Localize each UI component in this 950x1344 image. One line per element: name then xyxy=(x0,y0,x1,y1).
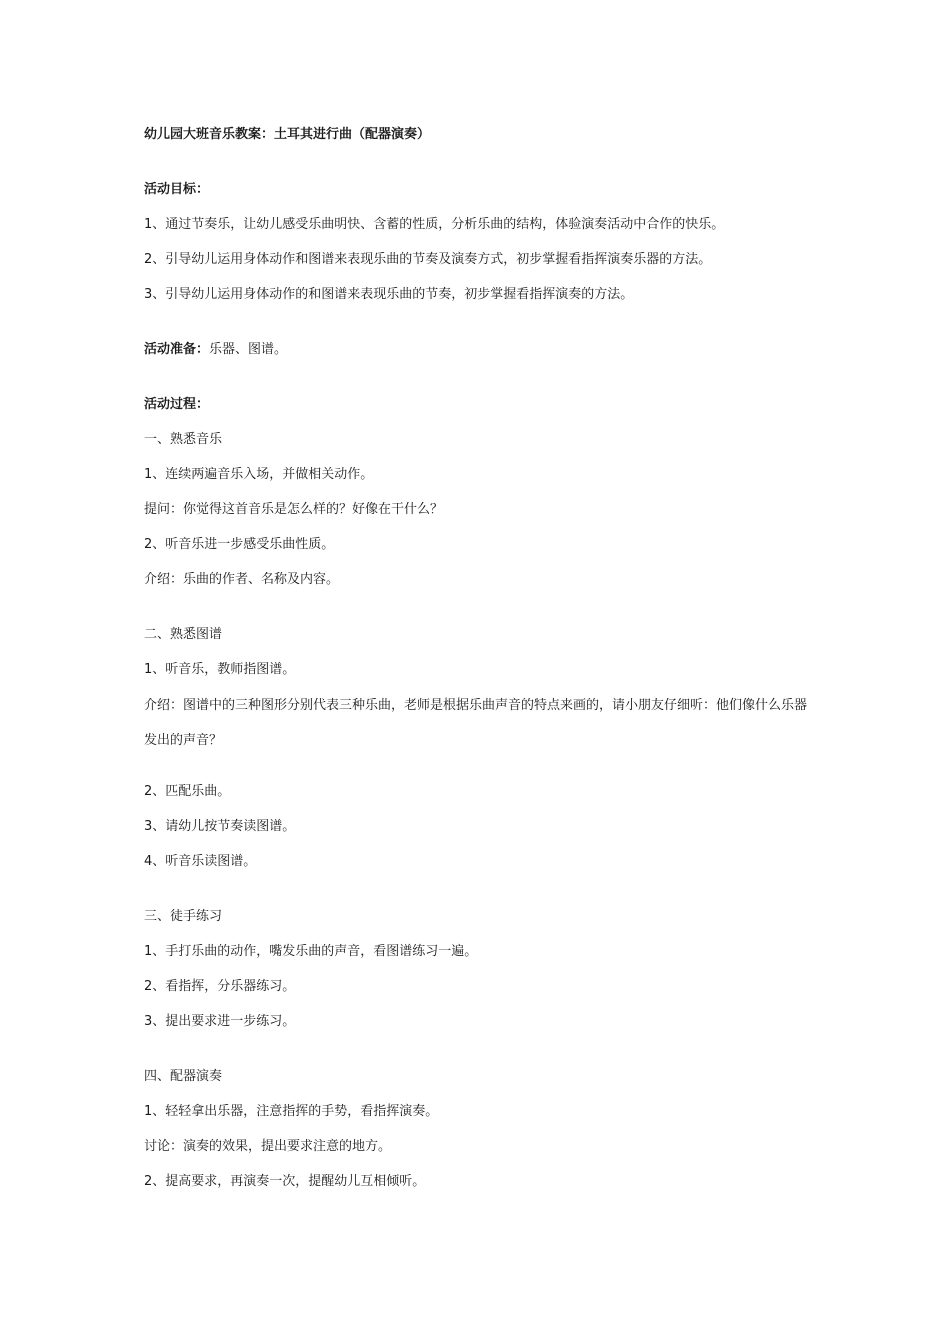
section-line: 2、匹配乐曲。 xyxy=(144,784,231,799)
section-line: 1、听音乐，教师指图谱。 xyxy=(144,662,296,677)
section-title: 二、熟悉图谱 xyxy=(144,627,223,642)
section-title: 三、徒手练习 xyxy=(144,909,223,924)
section-line: 讨论：演奏的效果，提出要求注意的地方。 xyxy=(144,1139,392,1154)
prep-heading: 活动准备： xyxy=(144,342,210,357)
goal-item: 2、引导幼儿运用身体动作和图谱来表现乐曲的节奏及演奏方式，初步掌握看指挥演奏乐器的方法。 xyxy=(144,252,712,267)
section-line: 4、听音乐读图谱。 xyxy=(144,854,257,869)
section-title: 四、配器演奏 xyxy=(144,1069,223,1084)
process-heading: 活动过程： xyxy=(144,397,210,412)
prep-text: 乐器、图谱。 xyxy=(209,342,288,357)
document-body xyxy=(144,126,814,1191)
prep-paragraph xyxy=(144,341,814,359)
section-line: 介绍：乐曲的作者、名称及内容。 xyxy=(144,572,340,587)
document-title: 幼儿园大班音乐教案：土耳其进行曲（配器演奏） xyxy=(144,127,431,142)
goal-item: 1、通过节奏乐，让幼儿感受乐曲明快、含蓄的性质，分析乐曲的结构，体验演奏活动中合作的快乐。 xyxy=(144,217,725,232)
section-line: 1、连续两遍音乐入场，并做相关动作。 xyxy=(144,467,374,482)
section-line: 2、听音乐进一步感受乐曲性质。 xyxy=(144,537,335,552)
goal-item: 3、引导幼儿运用身体动作的和图谱来表现乐曲的节奏，初步掌握看指挥演奏的方法。 xyxy=(144,287,634,302)
section-line: 2、看指挥，分乐器练习。 xyxy=(144,979,296,994)
section-line: 1、轻轻拿出乐器，注意指挥的手势，看指挥演奏。 xyxy=(144,1104,439,1119)
section-line: 介绍：图谱中的三种图形分别代表三种乐曲，老师是根据乐曲声音的特点来画的，请小朋友仔细听：他们像什么乐器发出的声音？ xyxy=(144,697,808,748)
section-title: 一、熟悉音乐 xyxy=(144,432,223,447)
section-line: 1、手打乐曲的动作，嘴发乐曲的声音，看图谱练习一遍。 xyxy=(144,944,478,959)
section-line: 2、提高要求，再演奏一次，提醒幼儿互相倾听。 xyxy=(144,1174,426,1189)
section-line: 3、请幼儿按节奏读图谱。 xyxy=(144,819,296,834)
section-line: 3、提出要求进一步练习。 xyxy=(144,1014,296,1029)
section-line: 提问：你觉得这首音乐是怎么样的？好像在干什么？ xyxy=(144,502,444,517)
goals-heading: 活动目标： xyxy=(144,182,210,197)
